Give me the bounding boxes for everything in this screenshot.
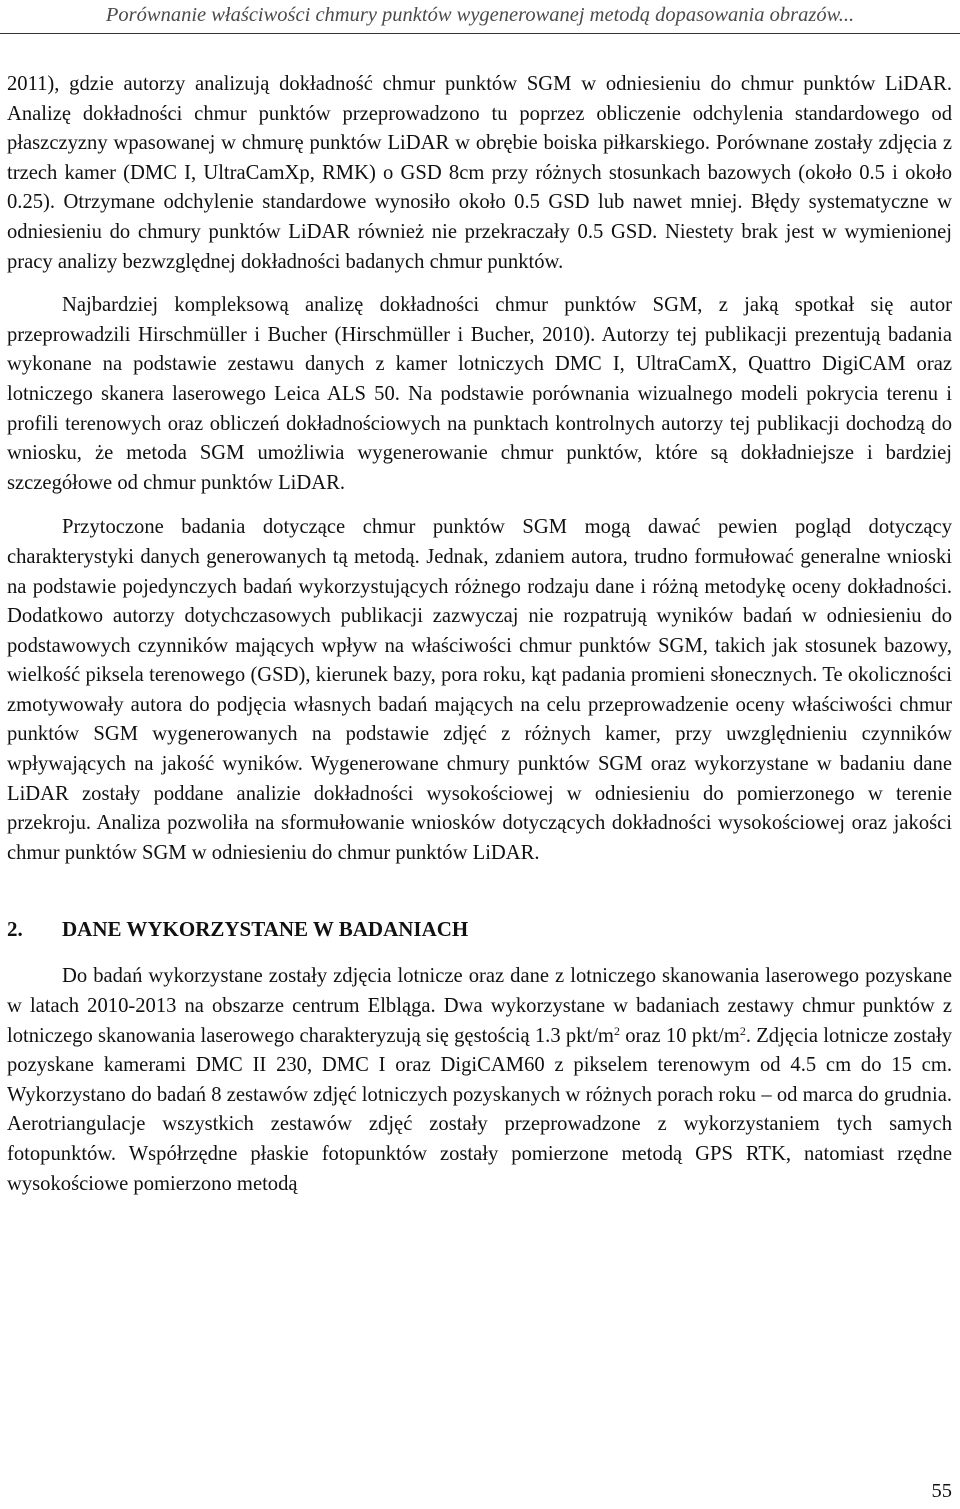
paragraph-1: 2011), gdzie autorzy analizują dokładność chmur punktów SGM w odniesieniu do chmur punktów LiDAR. Analizę dokładności chmur punktów przeprowadzono tu poprzez obliczenie odchylenia standardowego od płaszczyzny wpasowanej w chmurę punktów LiDAR w obrębie boiska piłkarskiego. Porównane zostały zdjęcia z trzech kamer (DMC I, UltraCamXp, RMK) o GSD 8cm przy różnych stosunkach bazowych (około 0.5 i około 0.25). Otrzymane odchylenie standardowe wynosiło około 0.5 GSD lub nawet mniej. Błędy systematyczne w odniesieniu do chmury punktów LiDAR również nie przekraczały 0.5 GSD. Niestety brak jest w wymienionej pracy analizy bezwzględnej dokładności badanych chmur punktów. bbox=[7, 73, 952, 273]
section-number: 2. bbox=[7, 917, 23, 942]
header-divider bbox=[0, 33, 960, 34]
paragraph-2: Najbardziej kompleksową analizę dokładności chmur punktów SGM, z jaką spotkał się autor przeprowadzili Hirschmüller i Bucher (Hirschmüller i Bucher, 2010). Autorzy tej publikacji prezentują badania wykonane na podstawie zestawu danych z kamer lotniczych DMC I, UltraCamX, Quattro DigiCAM oraz lotniczego skanera laserowego Leica ALS 50. Na podstawie porównania wizualnego modeli pokrycia terenu i profili terenowych oraz obliczeń dokładnościowych na punktach kontrolnych autorzy tej publikacji dochodzą do wniosku, że metoda SGM umożliwia wygenerowanie chmur punktów, które są dokładniejsze i bardziej szczegółowe od chmur punktów LiDAR. bbox=[7, 294, 952, 494]
paragraph-4 bbox=[7, 962, 952, 1199]
paragraph-4-text-b: oraz 10 pkt/m bbox=[619, 1024, 740, 1047]
running-header: Porównanie właściwości chmury punktów wygenerowanej metodą dopasowania obrazów... bbox=[105, 4, 855, 26]
superscript-2: 2 bbox=[613, 1023, 620, 1038]
superscript-2b: 2 bbox=[739, 1023, 746, 1038]
section-heading bbox=[7, 914, 952, 944]
paragraph-3: Przytoczone badania dotyczące chmur punktów SGM mogą dawać pewien pogląd dotyczący charakterystyki danych generowanych tą metodą. Jednak, zdaniem autora, trudno formułować generalne wnioski na podstawie pojedynczych badań wykorzystujących różnego rodzaju dane i różną metodykę oceny dokładności. Dodatkowo autorzy dotychczasowych publikacji zazwyczaj nie rozpatrują wyników badań w odniesieniu do podstawowych czynników mających wpływ na właściwości chmur punktów SGM, takich jak stosunek bazowy, wielkość piksela terenowego (GSD), kierunek bazy, pora roku, kąt padania promieni słonecznych. Te okoliczności zmotywowały autora do podjęcia własnych badań mających na celu przeprowadzenie oceny właściwości chmur punktów SGM wygenerowanych na podstawie zdjęć z różnych kamer, przy uwzględnieniu czynników wpływających na jakość wyników. Wygenerowane chmury punktów SGM oraz wykorzystane w badaniu dane LiDAR zostały poddane analizie dokładności wysokościowej w odniesieniu do pomierzonego w terenie przekroju. Analiza pozwoliła na sformułowanie wniosków dotyczących dokładności wysokościowej oraz jakości chmur punktów SGM w odniesieniu do chmur punktów LiDAR. bbox=[7, 516, 952, 864]
page-body bbox=[7, 70, 952, 1199]
section-title: DANE WYKORZYSTANE W BADANIACH bbox=[62, 917, 469, 942]
paragraph-4-text-c: . Zdjęcia lotnicze zostały pozyskane kamerami DMC II 230, DMC I oraz DigiCAM60 z pikselem terenowym od 4.5 cm do 15 cm. Wykorzystano do badań 8 zestawów zdjęć lotniczych pozyskanych w różnych porach roku – od marca do grudnia. Aerotriangulacje wszystkich zestawów zdjęć zostały przeprowadzone z wykorzystaniem tych samych fotopunktów. Współrzędne płaskie fotopunktów zostały pomierzone metodą GPS RTK, natomiast rzędne wysokościowe pomierzono metodą bbox=[7, 1024, 952, 1195]
paragraph-4-text-a: Do badań wykorzystane zostały zdjęcia lotnicze oraz dane z lotniczego skanowania laserowego pozyskane w latach 2010-2013 na obszarze centrum Elbląga. Dwa wykorzystane w badaniach zestawy chmur punktów z lotniczego skanowania laserowego charakteryzują się gęstością 1.3 pkt/m bbox=[7, 965, 952, 1047]
page-number: 55 bbox=[931, 1480, 952, 1502]
